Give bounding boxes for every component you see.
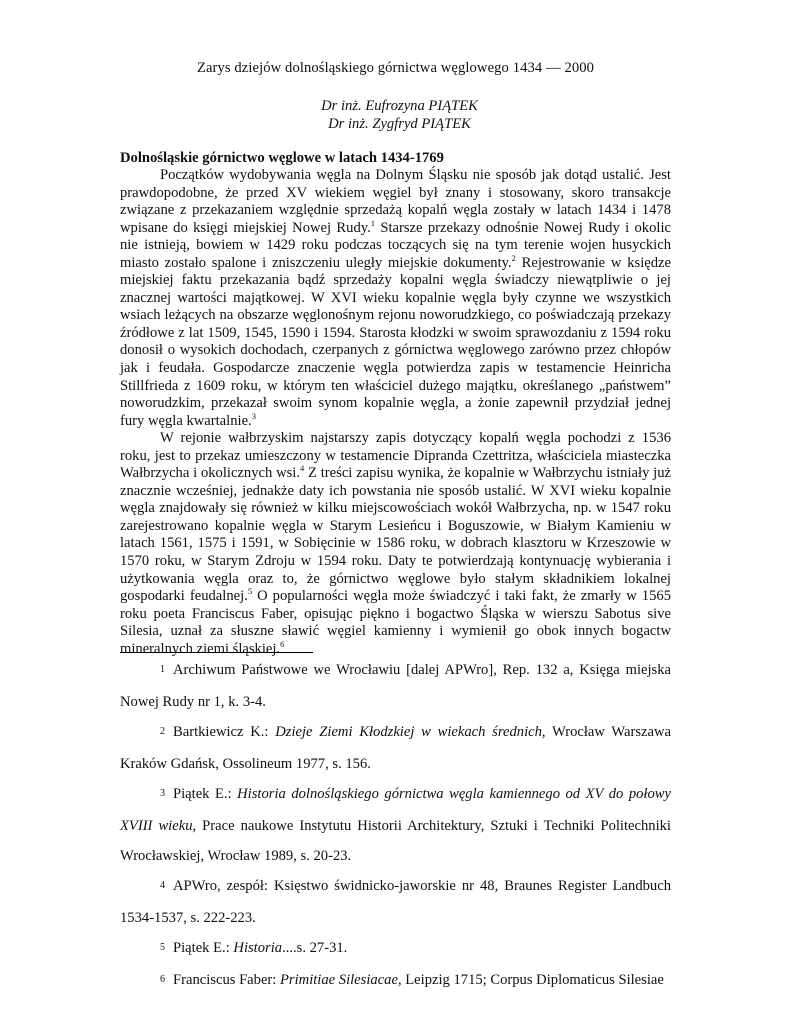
footnote-author: Piątek E.:	[173, 786, 238, 802]
body-text	[120, 167, 671, 658]
paragraph-1-text-b: Starsze przekazy odnośnie Nowej Rudy i okolic nie istnieją, bowiem w 1429 roku podczas toczących się na tym terenie wojen husyckich miasto zostało spalone i zniszczeniu uległy miejskie dokumenty.	[120, 219, 671, 271]
author-eufrozyna: Dr inż. Eufrozyna PIĄTEK	[321, 98, 478, 114]
footnote-3	[120, 779, 671, 871]
footnote-separator	[120, 652, 313, 653]
paragraph-1-text-c: Rejestrowanie w księdze miejskiej faktu przekazania bądź sprzedaży kopalni węgla świadczy niewątpliwie o jej znacznej wartości majątkowej. W XVI wieku kopalnie węgla były czynne we wszystkich wsiach leżących na obszarze węglonośnym rejonu noworudzkiego, co poświadczają przekazy źródłowe z lat 1509, 1545, 1590 i 1594. Starosta kłodzki w swoim sprawozdaniu z 1594 roku donosił o wysokich dochodach, czerpanych z górnictwa węglowego zarówno przez chłopów jak i feudała. Gospodarcze znaczenie węgla potwierdza zapis w testamencie Heinricha Stillfrieda z 1609 roku, w którym ten właściciel dużego majątku, określanego „państwem” noworudzkim, przekazał swoim synom kopalnie węgla, a żonie zapewnił przydział jednej fury węgla kwartalnie.	[120, 254, 672, 429]
footnote-ref-2[interactable]: 2	[511, 252, 516, 263]
footnote-ref-4[interactable]: 4	[300, 463, 305, 474]
footnote-number: 3	[160, 788, 165, 799]
paragraph-2-text-a: W rejonie wałbrzyskim najstarszy zapis dotyczący kopalń węgla pochodzi z 1536 roku, jest to przekaz umieszczony w testamencie Dipranda Czettritza, właściciela miasteczka Wałbrzycha i okolicznych wsi.	[120, 430, 671, 482]
footnote-author: Piątek E.:	[173, 940, 234, 956]
section-heading: Dolnośląskie górnictwo węglowe w latach 1434-1769	[120, 150, 444, 166]
footnote-4	[120, 871, 671, 933]
footnote-ref-6[interactable]: 6	[280, 638, 285, 649]
paragraph-2-text-c: O popularności węgla może świadczyć i taki fakt, że zmarły w 1565 roku poeta Franciscus Faber, opisując piękno i bogactwo Śląska w wierszu Sabotus sive Silesia, uznał za słuszne sławić węgiel kamienny i wymienił go obok innych bogactw mineralnych ziemi śląskiej.	[120, 588, 671, 657]
paragraph-2	[120, 430, 671, 658]
footnote-work-title: Dzieje Ziemi Kłodzkiej w wiekach średnich	[275, 724, 542, 740]
paragraph-1-text-a: Początków wydobywania węgla na Dolnym Śląsku nie sposób jak dotąd ustalić. Jest prawdopodobne, że przed XV wiekiem węgiel był znany i stosowany, skoro transakcje związane z przekazaniem względnie sprzedażą kopalń węgla zostały w latach 1434 i 1478 wpisane do księgi miejskiej Nowej Rudy.	[120, 167, 671, 236]
footnote-author: Bartkiewicz K.:	[173, 724, 276, 740]
footnote-publication: , Leipzig 1715; Corpus Diplomaticus Silesiae	[397, 972, 664, 988]
footnote-author: Franciscus Faber:	[173, 972, 280, 988]
footnotes	[120, 655, 671, 997]
footnote-number: 2	[160, 726, 165, 737]
footnote-number: 5	[160, 942, 165, 953]
footnote-publication: , Prace naukowe Instytutu Historii Architektury, Sztuki i Techniki Politechniki Wrocławskiej, Wrocław 1989, s. 20-23.	[120, 818, 671, 864]
footnote-number: 6	[160, 974, 165, 985]
document-title: Zarys dziejów dolnośląskiego górnictwa węglowego 1434 — 2000	[196, 60, 595, 76]
footnote-ref-1[interactable]: 1	[370, 217, 375, 228]
authors-block	[120, 97, 671, 133]
paragraph-2-text-b: Z treści zapisu wynika, że kopalnie w Wałbrzychu istniały już znacznie wcześniej, jednakże daty ich powstania nie sposób ustalić. W XVI wieku kopalnie węgla znajdowały się również w kilku miejscowościach wokół Wałbrzycha, np. w 1547 roku zarejestrowano kopalnie węgla w Starym Lesieńcu i Boguszowie, w Białym Kamieniu w latach 1561, 1575 i 1591, w Sobięcinie w 1586 roku, w dobrach klasztoru w Krzeszowie w 1570 roku, w Starym Zdroju w 1594 roku. Daty te potwierdzają kontynuację wybierania i użytkowania węgla oraz to, że górnictwo węglowe było stałym składnikiem lokalnej gospodarki feudalnej.	[120, 465, 671, 605]
author-zygfryd: Dr inż. Zygfryd PIĄTEK	[328, 116, 471, 132]
paragraph-1	[120, 167, 671, 430]
footnote-1	[120, 655, 671, 717]
footnote-work-title: Historia	[233, 940, 283, 956]
footnote-number: 4	[160, 880, 165, 891]
footnote-2	[120, 717, 671, 779]
footnote-publication: , Wrocław Warszawa Kraków Gdańsk, Ossolineum 1977, s. 156.	[120, 724, 672, 772]
footnote-ref-3[interactable]: 3	[251, 410, 256, 421]
footnote-text: APWro, zespół: Księstwo świdnicko-jaworskie nr 48, Braunes Register Landbuch 1534-1537, s. 222-223.	[120, 878, 671, 926]
footnote-number: 1	[160, 664, 165, 675]
footnote-6	[120, 965, 671, 997]
footnote-publication: ....s. 27-31.	[282, 940, 348, 956]
footnote-ref-5[interactable]: 5	[247, 586, 253, 597]
footnote-5	[120, 933, 671, 965]
footnote-work-title: Historia dolnośląskiego górnictwa węgla kamiennego od XV do połowy XVIII wieku	[120, 786, 671, 834]
footnote-work-title: Primitiae Silesiacae	[280, 972, 398, 988]
footnote-text: Archiwum Państwowe we Wrocławiu [dalej APWro], Rep. 132 a, Księga miejska Nowej Rudy nr 1, k. 3-4.	[120, 662, 671, 710]
